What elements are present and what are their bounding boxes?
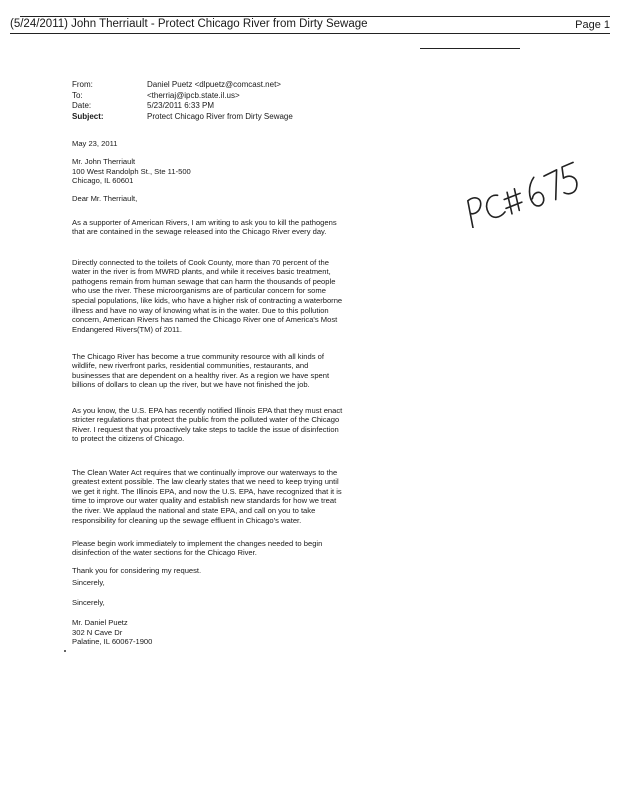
paragraph-4: As you know, the U.S. EPA has recently notified Illinois EPA that they must enact stricter regulations that protect the public from the polluted water of the Chicago River. I request that you proactively take steps to tackle the issue of disinfection to protect the citizens of Chicago. [72,405,343,444]
recipient-address [72,157,191,186]
paragraph-2: Directly connected to the toilets of Cook County, more than 70 percent of the water in the river is from MWRD plants, and while it receives basic treatment, pathogens remain from human sewage that can harm the thousands of people who use the river. These microorganisms are of particular concern for some special populations, like kids, who have a higher risk of contracting a waterborne illness and have no way of knowing what is in the water. Due to this pollution concern, American Rivers has named the Chicago River one of America's Most Endangered Rivers(TM) of 2011. [72,257,343,334]
meta-subject-label: Subject: [72,111,104,121]
meta-date-row [72,101,293,112]
signature-line: 302 N Cave Dr [72,627,123,637]
email-meta [72,80,293,122]
header-rule-top [20,16,610,17]
closing-1: Sincerely, [72,578,105,587]
meta-to-row [72,91,293,102]
signature-line: Mr. Daniel Puetz [72,618,128,627]
meta-to-value: <therriaj@ipcb.state.il.us> [147,90,240,100]
meta-subject-value: Protect Chicago River from Dirty Sewage [147,111,293,121]
paragraph-5: The Clean Water Act requires that we continually improve our waterways to the greatest extent possible. The law clearly states that we need to keep trying until we get it right. The Illinois EPA, and now the U.S. EPA, have recognized that it is time to improve our water quality and establish new standards for how we treat the river. We applaud the national and state EPA, and call on you to take responsibility for cleaning up the sewage effluent in Chicago's water. [72,467,342,525]
closing-2: Sincerely, [72,598,105,607]
handwritten-stamp [456,158,586,228]
page-number: Page 1 [575,19,610,31]
header-rule-bottom [10,33,610,34]
paragraph-1: As a supporter of American Rivers, I am writing to ask you to kill the pathogens that are contained in the sewage released into the Chicago River every day. [72,217,337,237]
meta-from-value: Daniel Puetz <dlpuetz@comcast.net> [147,80,281,89]
address-line: Chicago, IL 60601 [72,176,134,185]
paragraph-6: Please begin work immediately to implement the changes needed to begin disinfection of the water sections for the Chicago River. [72,538,323,558]
greeting: Dear Mr. Therriault, [72,194,138,203]
paragraph-3: The Chicago River has become a true community resource with all kinds of wildlife, new riverfront parks, residential communities, restaurants, and businesses that are dependent on a healthy river. As a region we have spent billions of dollars to clean up the river, but we have not finished the job. [72,351,330,390]
meta-from-row [72,80,293,91]
meta-to-label: To: [72,90,83,100]
header-rule-short [420,48,520,49]
meta-date-label: Date: [72,101,92,110]
address-line: Mr. John Therriault [72,157,136,166]
address-line: 100 West Randolph St., Ste 11-500 [72,166,191,176]
letter-date: May 23, 2011 [72,139,118,148]
header-title: (5/24/2011) John Therriault - Protect Chicago River from Dirty Sewage [10,18,368,30]
meta-from-label: From: [72,80,93,89]
meta-date-value: 5/23/2011 6:33 PM [147,101,215,110]
signature-line: Palatine, IL 60067-1900 [72,637,153,647]
scan-speck [64,650,66,652]
document-header [10,14,610,36]
signature-block [72,618,152,647]
meta-subject-row [72,112,293,123]
paragraph-7: Thank you for considering my request. [72,565,202,575]
